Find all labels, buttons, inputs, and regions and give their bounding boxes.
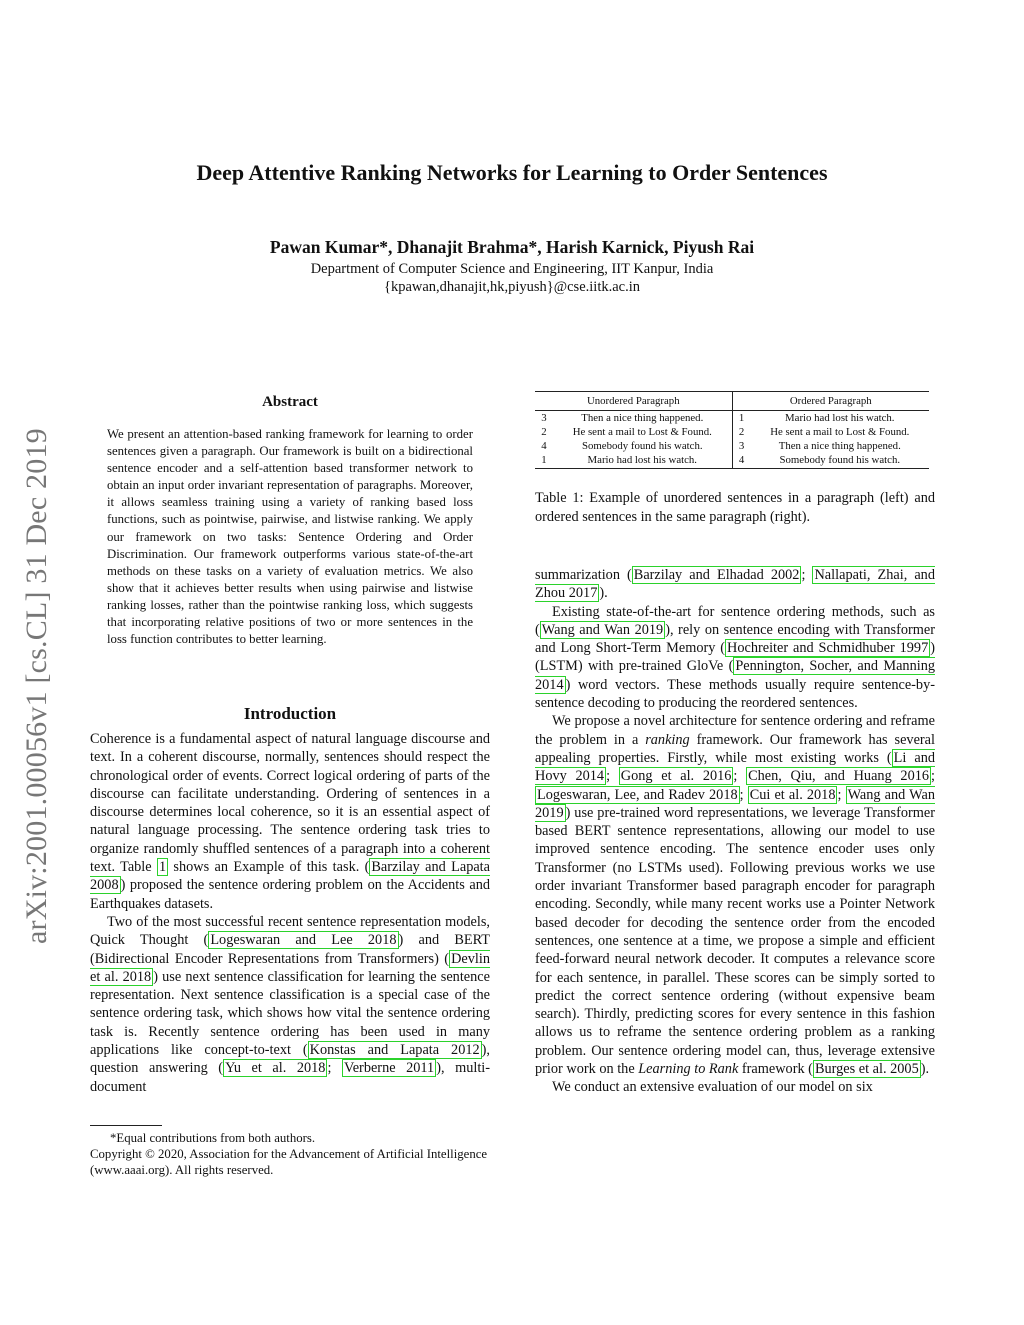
table-row: 4 Somebody found his watch. 3 Then a nice thing happened. <box>541 439 901 452</box>
citation-link[interactable]: Verberne 2011 <box>343 1060 435 1077</box>
left-column-body <box>90 730 490 1096</box>
copyright-notice: Copyright © 2020, Association for the Advancement of Artificial Intelligence (www.aaai.org). All rights reserved. <box>90 1147 488 1177</box>
affiliation: Department of Computer Science and Engineering, IIT Kanpur, India <box>310 261 714 277</box>
citation-link[interactable]: Cui et al. 2018 <box>749 786 836 803</box>
equal-contribution-footnote: *Equal contributions from both authors. <box>110 1131 316 1145</box>
citation-link[interactable]: Gong et al. 2016 <box>620 768 732 785</box>
summarization-paragraph: summarization ( Barzilay and Elhadad 2002 ; Nallapati, Zhai, and Zhou 2017 ). <box>535 567 935 602</box>
citation-link[interactable]: Logeswaran and Lee 2018 <box>210 932 397 949</box>
citation-link[interactable]: Wang and Wan 2019 <box>535 786 935 821</box>
table-row: 2 He sent a mail to Lost & Found. 2 He sent a mail to Lost & Found. <box>541 425 910 438</box>
citation-link[interactable]: Wang and Wan 2019 <box>541 621 664 638</box>
table-ref-link[interactable]: 1 <box>158 859 167 876</box>
paper-title: Deep Attentive Ranking Networks for Learning to Order Sentences <box>196 160 828 185</box>
existing-methods-paragraph: Existing state-of-the-art for sentence ordering methods, such as ( Wang and Wan 2019 ), rely on sentence encoding with Transformer and Long Short-Term Memory ( Hochreiter and Schmidhuber 1997 ) (LSTM) with pre-trained GloVe ( Pennington, Socher, and Manning 2014 ) word vectors. These methods usually require sentence-by-sentence decoding to producing the reordered sentences. <box>535 603 935 712</box>
example-table <box>535 391 929 469</box>
evaluation-paragraph: We conduct an extensive evaluation of our model on six <box>552 1079 873 1096</box>
introduction-heading: Introduction <box>243 704 337 723</box>
citation-link[interactable]: Li and Hovy 2014 <box>535 749 935 785</box>
citation-link[interactable]: Logeswaran, Lee, and Radev 2018 <box>537 786 738 803</box>
table-header-ordered: Ordered Paragraph <box>789 395 872 407</box>
intro-paragraph-2: Two of the most successful recent sentence representation models, Quick Thought ( Logeswaran and Lee 2018 ) and BERT (Bidirectional Encoder Representations from Transformers) ( Devlin et al. 2018 ) use next sentence classification for learning the sentence representation. Next sentence classification is a special case of the sentence ordering task, which shows how vital the sentence ordering task is. Recently sentence ordering has been used in many applications like concept-to-text ( Konstas and Lapata 2012 ), question answering ( Yu et al. 2018 ; Verberne 2011 ), multi-document <box>90 913 491 1095</box>
citation-link[interactable]: Barzilay and Elhadad 2002 <box>633 567 800 583</box>
citation-link[interactable]: Devlin et al. 2018 <box>90 950 490 985</box>
citation-link[interactable]: Yu et al. 2018 <box>225 1060 326 1077</box>
table-header-unordered: Unordered Paragraph <box>535 392 732 411</box>
footnote-block <box>90 1130 500 1178</box>
proposal-paragraph: We propose a novel architecture for sentence ordering and reframe the problem in a ranking framework. Our framework has several appealing properties. Firstly, while most existing works ( Li and Hovy 2014 ; Gong et al. 2016 ; Chen, Qiu, and Huang 2016 ; Logeswaran, Lee, and Radev 2018 ; Cui et al. 2018 ; Wang and Wan 2019 ) use pre-trained word representations, we leverage Transformer based BERT sentence representations, allowing our model to use improved sentence encoding. The sentence encoder uses only Transformer (no LSTMs used). Following previous works we use order invariant Transformer based paragraph encoder for paragraph encoding. Secondly, while many recent works use a Pointer Network based decoder for decoding the sentence order from the encoded sentences, one sentence at a time, we propose a simple and efficient feed-forward neural network decoder. It computes a relevance score for each sentence, in parallel. These scores can be simply sorted to predict the correct sentence ordering (without expensive beam search). Thirdly, predicting scores for every sentence in this fashion allows us to reframe the sentence ordering problem as a ranking problem. Our sentence ordering model can, thus, leverage extensive prior work on the Learning to Rank framework ( Burges et al. 2005 ). <box>535 713 935 1078</box>
citation-link[interactable]: Chen, Qiu, and Huang 2016 <box>748 768 930 785</box>
table-caption: Table 1: Example of unordered sentences in a paragraph (left) and ordered sentences in the same paragraph (right). <box>535 490 935 525</box>
right-column-body <box>535 566 935 1097</box>
arxiv-stamp: arXiv:2001.00056v1 [cs.CL] 31 Dec 2019 <box>20 428 53 944</box>
citation-link[interactable]: Hochreiter and Schmidhuber 1997 <box>727 640 929 657</box>
citation-link[interactable]: Konstas and Lapata 2012 <box>309 1042 480 1059</box>
author-list: Pawan Kumar*, Dhanajit Brahma*, Harish Karnick, Piyush Rai <box>269 237 755 257</box>
abstract-heading: Abstract <box>262 394 318 410</box>
citation-link[interactable]: Nallapati, Zhai, and Zhou 2017 <box>535 567 935 602</box>
table-row: 3 Then a nice thing happened. 1 Mario had lost his watch. <box>541 411 895 424</box>
citation-link[interactable]: Burges et al. 2005 <box>814 1061 919 1078</box>
author-emails: {kpawan,dhanajit,hk,piyush}@cse.iitk.ac.in <box>384 279 640 295</box>
citation-link[interactable]: Barzilay and Lapata 2008 <box>90 859 491 894</box>
footnote-rule <box>90 1125 162 1126</box>
citation-link[interactable]: Pennington, Socher, and Manning 2014 <box>535 658 935 693</box>
intro-paragraph-1: Coherence is a fundamental aspect of natural language discourse and text. In a coherent discourse, normally, sentences should respect the chronological order of events. Correct logical ordering of parts of the discourse can facilitate understanding. Ordering of sentences in a discourse determines local coherence, so it is an essential aspect of natural language processing. The sentence ordering task tries to organize randomly shuffled sentences of a paragraph into a coherent text. Table 1 shows an Example of this task. ( Barzilay and Lapata 2008 ) proposed the sentence ordering problem on the Accidents and Earthquakes datasets. <box>90 731 491 912</box>
abstract-text: We present an attention-based ranking framework for learning to order sentences given a paragraph. Our framework is built on a bidirectional sentence encoder and a self-attention based transformer network to obtain an input order invariant representation of paragraphs. Moreover, it allows seamless training using a variety of ranking based loss functions, such as pointwise, pairwise, and listwise ranking. We apply our framework on two tasks: Sentence Ordering and Order Discrimination. Our framework outperforms various state-of-the-art methods on these tasks on a variety of evaluation metrics. We also show that it achieves better results when using pairwise and listwise ranking losses, rather than the pointwise ranking loss, which suggests that incorporating relative positions of two or more sentences in the loss function contributes to better learning. <box>107 427 473 647</box>
table-row: 1 Mario had lost his watch. 4 Somebody found his watch. <box>535 454 929 469</box>
affiliation-block <box>0 260 1024 296</box>
